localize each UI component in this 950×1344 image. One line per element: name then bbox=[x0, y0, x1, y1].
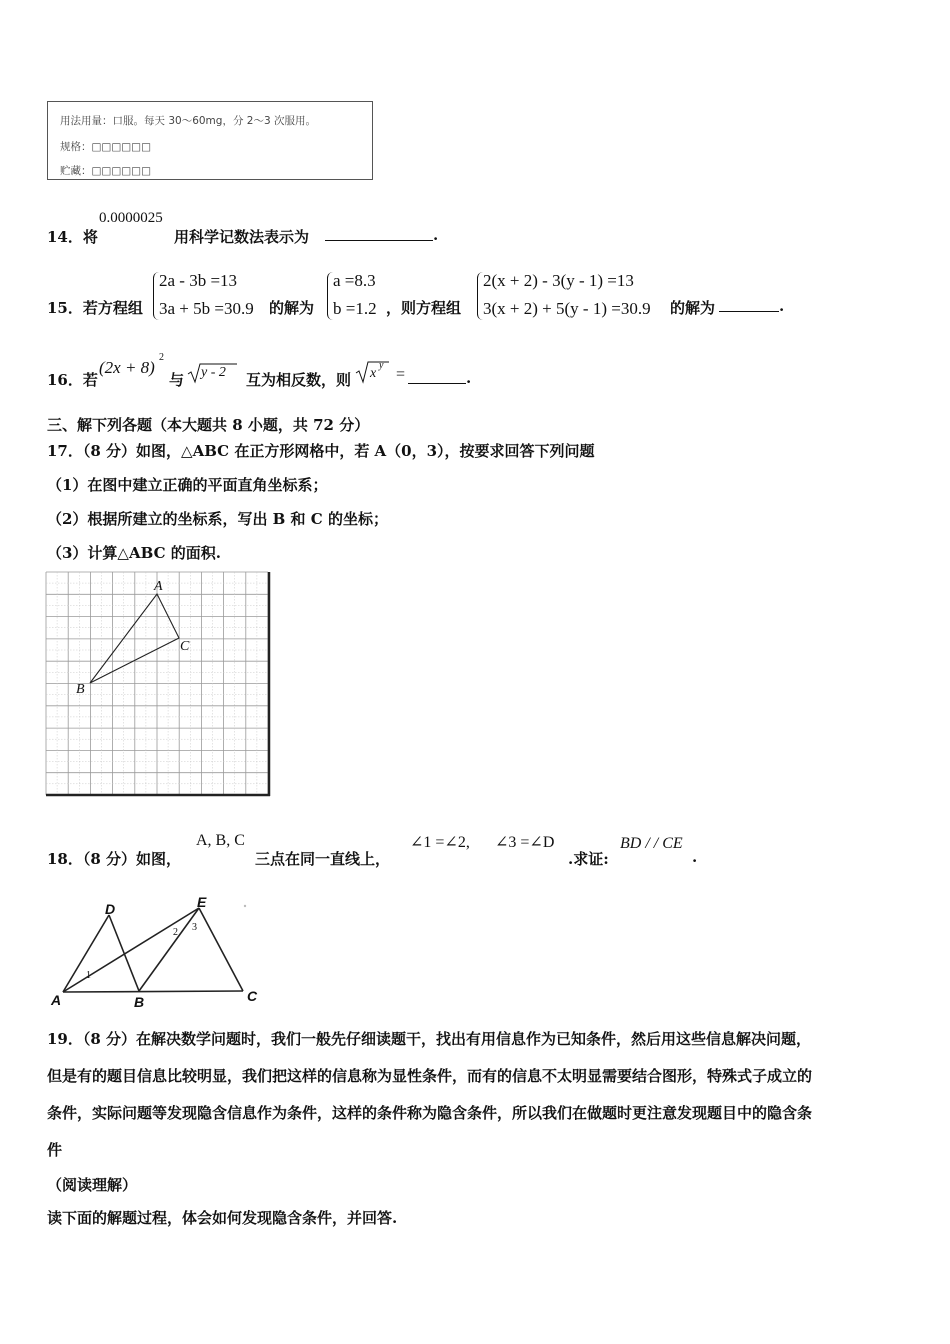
q16-mid1: 与 bbox=[169, 371, 185, 389]
q18-angle-2: 2 bbox=[173, 927, 178, 938]
q17-part1: （1）在图中建立正确的平面直角坐标系； bbox=[47, 476, 328, 494]
q19-sub-heading: （阅读理解） bbox=[47, 1176, 138, 1194]
q18-text2: .求证: bbox=[568, 850, 609, 868]
q16-mid2: 互为相反数，则 bbox=[246, 371, 352, 389]
q16-expr2: y - 2 bbox=[201, 365, 226, 380]
q16-expr1: (2x + 8) bbox=[99, 358, 155, 377]
q17-part2: （2）根据所建立的坐标系，写出 B 和 C 的坐标； bbox=[47, 510, 388, 528]
q19-line1: 19．（8 分）在解决数学问题时，我们一般先仔细读题干，找出有用信息作为已知条件，然后用这些信息解决问题， bbox=[47, 1030, 812, 1048]
q15-answer-blank[interactable] bbox=[719, 297, 779, 312]
q18-angle-3: 3 bbox=[192, 922, 197, 933]
q17-label-B: B bbox=[76, 682, 85, 697]
q16-end: . bbox=[466, 369, 472, 387]
q16-answer-blank[interactable] bbox=[408, 369, 466, 384]
label-spec-line: 规格：□□□□□□ bbox=[60, 141, 152, 153]
q18-label-C: C bbox=[247, 988, 258, 1004]
q15-number: 15．若方程组 bbox=[47, 299, 143, 317]
q15-sys2-eq1: a =8.3 bbox=[333, 271, 376, 290]
q18-cond2: ∠3 =∠D bbox=[495, 834, 555, 851]
q18-figure bbox=[46, 892, 271, 1014]
q17-grid-figure bbox=[45, 571, 272, 799]
q16-exp1: 2 bbox=[159, 352, 164, 363]
medicine-label-box bbox=[47, 101, 373, 180]
q15-mid1: 的解为 bbox=[269, 299, 315, 317]
q15-mid3: 的解为 bbox=[670, 299, 716, 317]
q18-label-D: D bbox=[105, 901, 116, 917]
q15-sys3-eq1: 2(x + 2) - 3(y - 1) =13 bbox=[483, 271, 634, 290]
q15-sys1-eq1: 2a - 3b =13 bbox=[159, 271, 238, 290]
q17-part3: （3）计算△ABC 的面积. bbox=[47, 544, 221, 562]
q18-cond1: ∠1 =∠2, bbox=[410, 834, 470, 851]
q18-label-B: B bbox=[134, 994, 145, 1010]
q16-number: 16．若 bbox=[47, 371, 98, 389]
q14-number: 14．将 bbox=[47, 228, 98, 246]
q19-instruction: 读下面的解题过程，体会如何发现隐含条件，并回答. bbox=[47, 1209, 398, 1227]
q14-answer-blank[interactable] bbox=[325, 226, 433, 241]
q16-expr3-base: x bbox=[370, 366, 377, 381]
q18-text1: 三点在同一直线上， bbox=[255, 850, 391, 868]
q18-label-A: A bbox=[51, 992, 62, 1008]
q19-line2: 但是有的题目信息比较明显，我们把这样的信息称为显性条件，而有的信息不太明显需要结合图形，特殊式子成立的 bbox=[47, 1067, 813, 1085]
q14-value: 0.0000025 bbox=[99, 210, 163, 226]
q17-label-C: C bbox=[180, 639, 190, 654]
q18-points: A, B, C bbox=[196, 832, 245, 849]
q15-mid2: ，则方程组 bbox=[386, 299, 462, 317]
label-usage-line: 用法用量：口服。每天 30～60mg，分 2～3 次服用。 bbox=[60, 115, 316, 127]
q17-label-A: A bbox=[154, 579, 163, 594]
q19-line3: 条件，实际问题等发现隐含信息作为条件，这样的条件称为隐含条件，所以我们在做题时更注意发现题目中的隐含条 bbox=[47, 1104, 813, 1122]
q18-end: . bbox=[692, 848, 698, 866]
q18-angle-1: 1 bbox=[86, 970, 91, 981]
q18-goal: BD / / CE bbox=[620, 835, 683, 852]
q15-sys1-eq2: 3a + 5b =30.9 bbox=[159, 299, 254, 318]
q16-eq: = bbox=[396, 366, 406, 383]
q15-end: . bbox=[779, 297, 785, 315]
q15-sys3-eq2: 3(x + 2) + 5(y - 1) =30.9 bbox=[483, 299, 651, 318]
q18-number: 18．（8 分）如图， bbox=[47, 850, 182, 868]
q19-line4: 件 bbox=[47, 1141, 63, 1159]
q17-stem: 17．（8 分）如图，△ABC 在正方形网格中，若 A（0，3），按要求回答下列问题 bbox=[47, 442, 595, 460]
q15-sys2-eq2: b =1.2 bbox=[333, 299, 377, 318]
section-3-heading: 三、解下列各题（本大题共 8 小题，共 72 分） bbox=[47, 416, 370, 434]
q18-label-E: E bbox=[197, 894, 207, 910]
label-storage-line: 贮藏：□□□□□□ bbox=[60, 165, 152, 177]
q14-end: . bbox=[433, 226, 439, 244]
q16-expr3-exp: y bbox=[379, 360, 384, 371]
q14-text: 用科学记数法表示为 bbox=[174, 228, 310, 246]
